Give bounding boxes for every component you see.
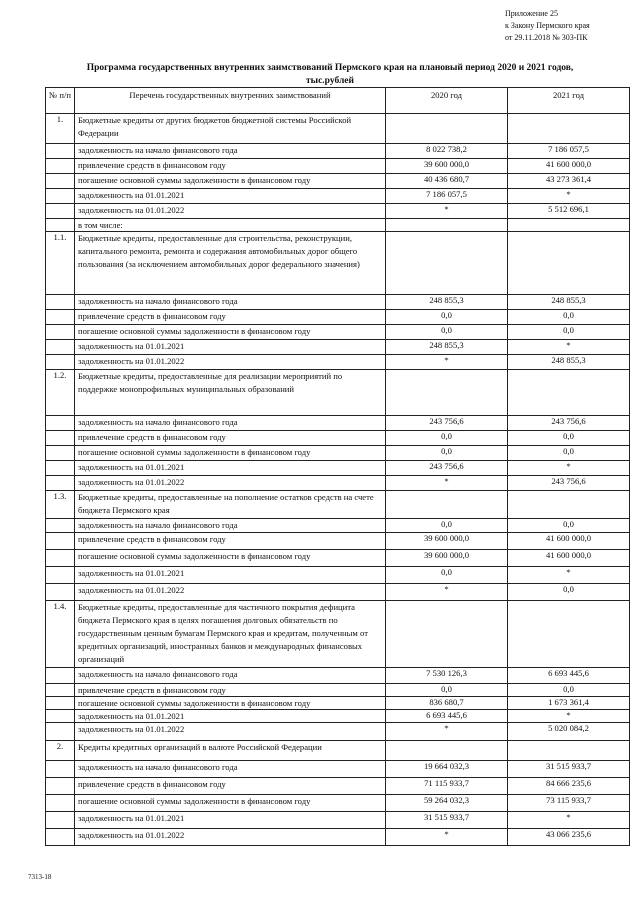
row-number [46,550,75,567]
row-label: задолженность на 01.01.2022 [75,204,386,219]
table-row [46,778,630,795]
table-row [46,431,630,446]
table-row [46,697,630,710]
row-label: привлечение средств в финансовом году [75,778,386,795]
value-2020: 248 855,3 [386,295,508,310]
value-2020: 31 515 933,7 [386,812,508,829]
row-number: 2. [46,741,75,761]
value-2021 [508,370,630,416]
row-label: задолженность на 01.01.2022 [75,723,386,741]
row-label: погашение основной суммы задолженности в финансовом году [75,174,386,189]
value-2020: * [386,584,508,601]
value-2021 [508,741,630,761]
value-2020: 39 600 000,0 [386,159,508,174]
value-2021: 243 756,6 [508,476,630,491]
table-row [46,325,630,340]
value-2021 [508,219,630,232]
header-name: Перечень государственных внутренних заимствований [75,88,386,114]
value-2020: 836 680,7 [386,697,508,710]
table-row [46,812,630,829]
title-line-1: Программа государственных внутренних заимствований Пермского края на плановый период 2020 и 2021 годов, [86,63,574,73]
document-code: 7313-18 [28,873,52,881]
value-2020: 248 855,3 [386,340,508,355]
row-label: привлечение средств в финансовом году [75,533,386,550]
value-2020: 0,0 [386,310,508,325]
row-number [46,761,75,778]
row-label: задолженность на 01.01.2021 [75,461,386,476]
value-2021: 41 600 000,0 [508,550,630,567]
row-number [46,476,75,491]
table-row [46,684,630,697]
row-label: в том числе: [75,219,386,232]
row-number [46,325,75,340]
row-label: задолженность на 01.01.2021 [75,567,386,584]
table-row [46,668,630,684]
row-label: привлечение средств в финансовом году [75,159,386,174]
row-label: погашение основной суммы задолженности в финансовом году [75,550,386,567]
value-2021: 248 855,3 [508,355,630,370]
value-2020: 40 436 680,7 [386,174,508,189]
value-2020: 39 600 000,0 [386,550,508,567]
value-2020: * [386,355,508,370]
value-2021: 0,0 [508,584,630,601]
section-title: Бюджетные кредиты, предоставленные для строительства, реконструкции, капитального ремонта, ремонта и содержания автомобильных дорог общего пользования (за исключением автомобильных дорог федерального значения) [75,232,386,295]
table-row [46,567,630,584]
table-row [46,533,630,550]
value-2021: 7 186 057,5 [508,144,630,159]
value-2021: * [508,461,630,476]
table-row [46,601,630,668]
value-2021: 248 855,3 [508,295,630,310]
row-number [46,519,75,533]
borrowings-table [45,87,630,846]
row-number: 1.1. [46,232,75,295]
row-number [46,584,75,601]
section-title: Бюджетные кредиты, предоставленные для реализации мероприятий по поддержке монопрофильных муниципальных образований [75,370,386,416]
value-2021: * [508,567,630,584]
table-row [46,829,630,846]
section-title: Бюджетные кредиты от других бюджетов бюджетной системы Российской Федерации [75,114,386,144]
annex-reference [505,8,590,44]
value-2020: 0,0 [386,684,508,697]
row-label: погашение основной суммы задолженности в финансовом году [75,325,386,340]
value-2021: 5 512 696,1 [508,204,630,219]
value-2020 [386,232,508,295]
header-num: № п/п [46,88,75,114]
row-number [46,310,75,325]
value-2021: 0,0 [508,310,630,325]
row-label: задолженность на начало финансового года [75,416,386,431]
value-2020: 0,0 [386,325,508,340]
value-2021: 41 600 000,0 [508,533,630,550]
header-2021: 2021 год [508,88,630,114]
row-number [46,295,75,310]
row-label: погашение основной суммы задолженности в финансовом году [75,795,386,812]
table-row [46,741,630,761]
value-2020: 19 664 032,3 [386,761,508,778]
title-line-2: тыс.рублей [306,76,354,86]
value-2021 [508,232,630,295]
row-label: задолженность на 01.01.2022 [75,355,386,370]
row-label: погашение основной суммы задолженности в финансовом году [75,446,386,461]
value-2020: 8 022 738,2 [386,144,508,159]
row-label: задолженность на 01.01.2021 [75,340,386,355]
row-number [46,219,75,232]
row-number [46,159,75,174]
row-label: задолженность на 01.01.2021 [75,189,386,204]
value-2020: 243 756,6 [386,461,508,476]
row-label: задолженность на 01.01.2022 [75,829,386,846]
value-2020: * [386,204,508,219]
value-2020: 6 693 445,6 [386,710,508,723]
table-row [46,355,630,370]
table-row [46,310,630,325]
value-2021: * [508,812,630,829]
value-2020: * [386,723,508,741]
row-number [46,461,75,476]
value-2021: 41 600 000,0 [508,159,630,174]
row-label: задолженность на 01.01.2022 [75,584,386,601]
row-number [46,355,75,370]
table-row [46,295,630,310]
row-label: задолженность на 01.01.2021 [75,812,386,829]
value-2021: 43 273 361,4 [508,174,630,189]
table-row [46,416,630,431]
value-2021: 6 693 445,6 [508,668,630,684]
table-row [46,204,630,219]
table-row [46,550,630,567]
value-2020: 39 600 000,0 [386,533,508,550]
value-2020: 71 115 933,7 [386,778,508,795]
table-row [46,340,630,355]
row-number [46,829,75,846]
value-2020: 59 264 032,3 [386,795,508,812]
row-number: 1.2. [46,370,75,416]
table-row [46,795,630,812]
row-number: 1. [46,114,75,144]
value-2020: 0,0 [386,567,508,584]
table-row [46,174,630,189]
value-2021: 43 066 235,6 [508,829,630,846]
value-2020: 0,0 [386,446,508,461]
table-row [46,584,630,601]
table-row [46,710,630,723]
row-number: 1.3. [46,491,75,519]
value-2020 [386,741,508,761]
table-row [46,114,630,144]
row-number [46,812,75,829]
row-number [46,340,75,355]
row-number [46,710,75,723]
table-header-row [46,88,630,114]
value-2020: 0,0 [386,519,508,533]
row-number: 1.4. [46,601,75,668]
value-2020: 7 530 126,3 [386,668,508,684]
value-2021: * [508,340,630,355]
table-row [46,491,630,519]
value-2021: 0,0 [508,446,630,461]
annex-line-1: Приложение 25 [505,9,558,18]
table-row [46,446,630,461]
value-2020 [386,114,508,144]
row-number [46,204,75,219]
section-title: Кредиты кредитных организаций в валюте Российской Федерации [75,741,386,761]
row-label: задолженность на 01.01.2021 [75,710,386,723]
table-row [46,723,630,741]
value-2021: 84 666 235,6 [508,778,630,795]
row-number [46,416,75,431]
value-2021: 0,0 [508,519,630,533]
row-number [46,533,75,550]
row-label: задолженность на начало финансового года [75,761,386,778]
table-row [46,219,630,232]
row-number [46,795,75,812]
row-label: задолженность на 01.01.2022 [75,476,386,491]
row-label: погашение основной суммы задолженности в финансовом году [75,697,386,710]
row-number [46,723,75,741]
table-row [46,461,630,476]
section-title: Бюджетные кредиты, предоставленные на пополнение остатков средств на счете бюджета Пермского края [75,491,386,519]
row-number [46,668,75,684]
row-number [46,697,75,710]
row-number [46,778,75,795]
table-row [46,232,630,295]
row-number [46,174,75,189]
value-2021: * [508,189,630,204]
row-number [46,446,75,461]
row-label: задолженность на начало финансового года [75,519,386,533]
annex-line-3: от 29.11.2018 № 303-ПК [505,33,588,42]
value-2020 [386,370,508,416]
value-2020: 0,0 [386,431,508,446]
value-2021: 0,0 [508,684,630,697]
row-number [46,144,75,159]
document-title [30,62,630,88]
value-2020 [386,491,508,519]
row-label: задолженность на начало финансового года [75,295,386,310]
table-row [46,189,630,204]
row-number [46,684,75,697]
value-2020 [386,219,508,232]
value-2021: 73 115 933,7 [508,795,630,812]
row-label: привлечение средств в финансовом году [75,684,386,697]
value-2021: * [508,710,630,723]
row-label: привлечение средств в финансовом году [75,310,386,325]
value-2020: * [386,476,508,491]
table-body [46,114,630,846]
table-row [46,144,630,159]
table-row [46,370,630,416]
row-number [46,189,75,204]
row-label: задолженность на начало финансового года [75,668,386,684]
value-2021 [508,114,630,144]
value-2021: 5 020 084,2 [508,723,630,741]
row-label: привлечение средств в финансовом году [75,431,386,446]
table-row [46,159,630,174]
row-number [46,431,75,446]
table-row [46,761,630,778]
section-title: Бюджетные кредиты, предоставленные для частичного покрытия дефицита бюджета Пермского края в целях погашения долговых обязательств по государственным ценным бумагам Пермского края и кредитам, полученным от кредитных организаций, иностранных банков и международных финансовых организаций [75,601,386,668]
value-2021: 0,0 [508,431,630,446]
annex-line-2: к Закону Пермского края [505,21,590,30]
value-2020: 7 186 057,5 [386,189,508,204]
value-2021: 0,0 [508,325,630,340]
row-label: задолженность на начало финансового года [75,144,386,159]
header-2020: 2020 год [386,88,508,114]
table-row [46,476,630,491]
value-2020 [386,601,508,668]
value-2021 [508,601,630,668]
value-2021: 243 756,6 [508,416,630,431]
value-2021: 1 673 361,4 [508,697,630,710]
value-2020: * [386,829,508,846]
value-2020: 243 756,6 [386,416,508,431]
value-2021: 31 515 933,7 [508,761,630,778]
table-row [46,519,630,533]
row-number [46,567,75,584]
value-2021 [508,491,630,519]
